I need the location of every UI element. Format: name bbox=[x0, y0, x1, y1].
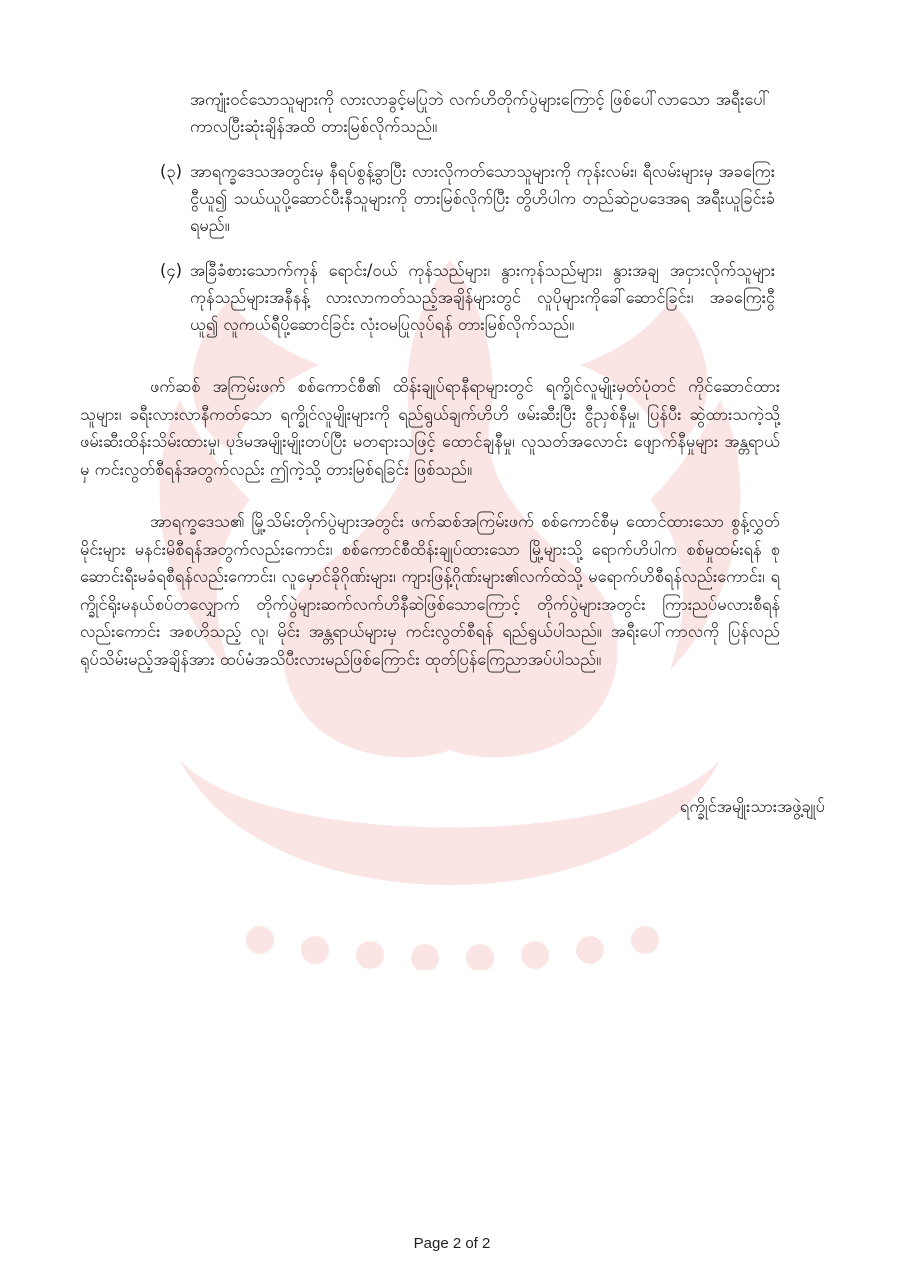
list-item-number: (၃) bbox=[160, 162, 183, 181]
signature-line: ရက္ခိုင်အမျိုးသားအဖွဲ့ချုပ် bbox=[679, 797, 825, 816]
list-item-text: အခြီခံစားသောက်ကုန် ရောင်း/ဝယ် ကုန်သည်များ၊ နွားကုန်သည်များ၊ နွားအချ အငှားလိုက်သူများ ကုန်သည်များအနီနန့် လားလာကတ်သည့်အချိန်များတွင် လူပိုများကိုခေါ်ဆောင်ခြင်း၊ အခကြေးငွီ ယူ၍ လူကယ်ရီပို့ဆောင်ခြင်း လုံးဝမပြုလုပ်ရန် တားမြစ်လိုက်သည်။ bbox=[190, 261, 775, 334]
page-number: Page 2 of 2 bbox=[413, 1235, 491, 1252]
list-item-text: အာရက္ခဒေသအတွင်းမှ နီရပ်စွန့်ခွာပြီး လားလိုကတ်သောသူများကို ကုန်းလမ်း၊ ရီလမ်းများမှ အခကြေးငွီယူ၍ သယ်ယူပို့ဆောင်ပီးနီသူများကို တားမြစ်လိုက်ပြီး တွိဟိပါက တည်ဆဲဥပဒေအရ အရီးယူခြင်းခံရမည်။ bbox=[190, 162, 775, 235]
body-paragraph: အာရက္ခဒေသ၏ မြို့သိမ်းတိုက်ပွဲများအတွင်း ဖက်ဆစ်အကြမ်းဖက် စစ်ကောင်စီမှ ထောင်ထားသော စွန့်လွှတ်မိုင်းများ မနင်းမိစီရန်အတွက်လည်းကောင်း၊ စစ်ကောင်စီထိန်းချုပ်ထားသော မြို့များသို့ ရောက်ဟိပါက စစ်မှုထမ်းရန် စုဆောင်းရီးမခံရစီရန်လည်းကောင်း၊ လူမှောင်ခိုဂိုဏ်းများ၊ ကျားဖြန့်ဂိုဏ်းများ၏လက်ထဲသို့ မရောက်ဟိစီရန်လည်းကောင်း၊ ရက္ခိုင်ရိုးမနယ်စပ်တလျှောက် တိုက်ပွဲများဆက်လက်ဟိနီဆဲဖြစ်သောကြောင့် တိုက်ပွဲများအတွင်း ကြားညပ်မလားစီရန်လည်းကောင်း အစဟိသည့် လူ၊ မိုင်း အန္တရာယ်များမှ ကင်းလွတ်စီရန် ရည်ရွယ်ပါသည်။ အရီးပေါ်ကာလကို ပြန်လည်ရုပ်သိမ်းမည့်အချိန်အား ထပ်မံအသိပီးလားမည်ဖြစ်ကြောင်း ထုတ်ပြန်ကြေညာအပ်ပါသည်။ bbox=[80, 512, 780, 669]
list-item-number: (၄) bbox=[160, 261, 183, 280]
continued-paragraph: အကျုံးဝင်သောသူများကို လားလာခွင့်မပြုဘဲ လက်ဟိတိုက်ပွဲများကြောင့် ဖြစ်ပေါ်လာသော အရီးပေါ်ကာလပြီးဆုံးချိန်အထိ တားမြစ်လိုက်သည်။ bbox=[190, 90, 770, 136]
body-paragraph: ဖက်ဆစ် အကြမ်းဖက် စစ်ကောင်စီ၏ ထိန်းချုပ်ရာနီရာများတွင် ရက္ခိုင်လူမျိုးမှတ်ပုံတင် ကိုင်ဆောင်ထားသူများ၊ ခရီးလားလာနီကတ်သော ရက္ခိုင်လူမျိုးများကို ရည်ရွယ်ချက်ဟိဟိ ဖမ်းဆီးပြီး ငွီညှစ်နီမှု၊ ပြန်ပီး ဆွဲထားသကဲ့သို့ ဖမ်းဆီးထိန်းသိမ်းထားမှု၊ ပုဒ်မအမျိုးမျိုးတပ်ပြီး မတရားသဖြင့် ထောင်ချနီမှု၊ လူသတ်အလောင်း ဖျောက်နီမှုများ အန္တရာယ်မှ ကင်းလွတ်စီရန်အတွက်လည်း ဤကဲ့သို့ တားမြစ်ရခြင်း ဖြစ်သည်။ bbox=[80, 377, 780, 479]
